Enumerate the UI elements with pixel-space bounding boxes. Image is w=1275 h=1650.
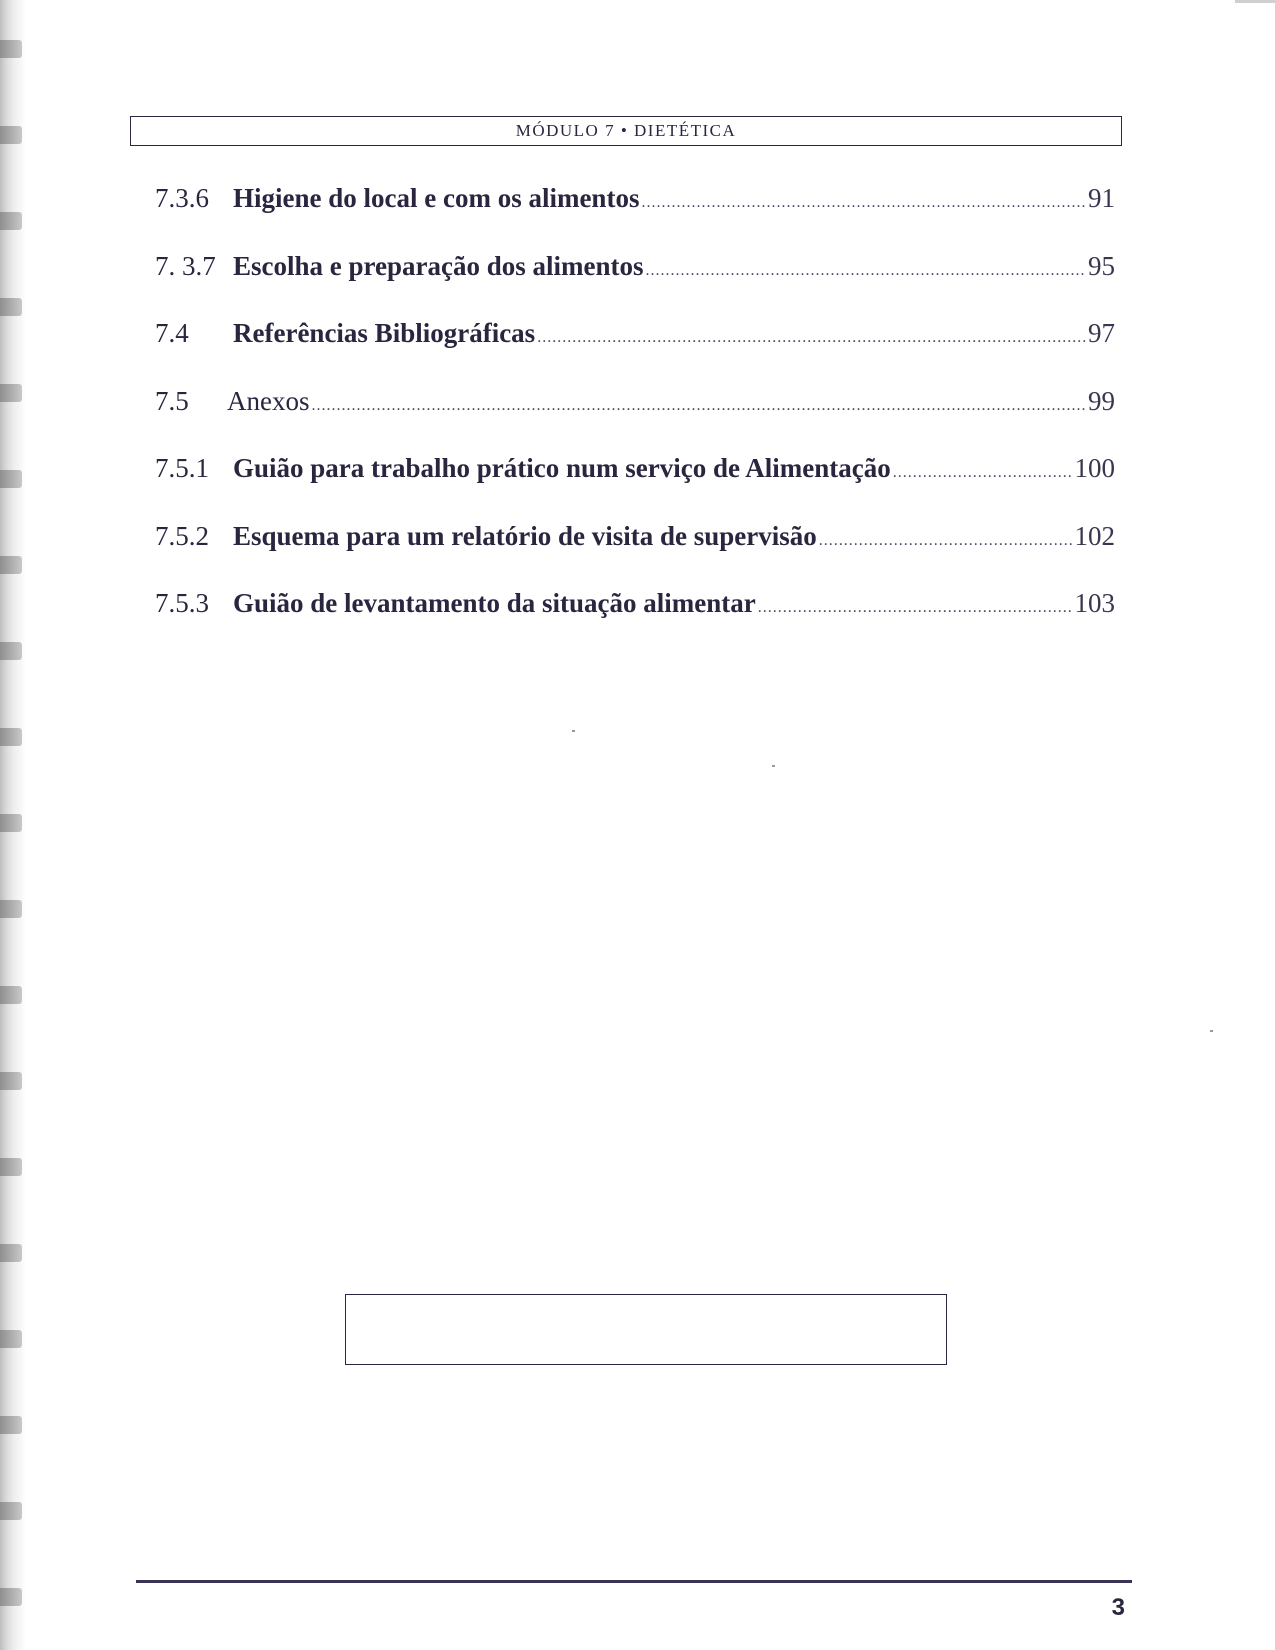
toc-entry [155, 183, 1115, 251]
toc-entry-number: 7.4 [155, 318, 189, 348]
running-header [130, 116, 1122, 146]
toc-entry-title: Anexos [227, 385, 310, 416]
binding-hole [0, 40, 22, 58]
toc-entry [155, 386, 1115, 454]
toc-leader-dots [893, 464, 1073, 482]
toc-entry-page: 99 [1088, 385, 1115, 416]
toc-entry [155, 588, 1115, 656]
binding-hole [0, 1502, 22, 1520]
scan-speck [572, 730, 575, 732]
binding-hole [0, 1072, 22, 1090]
toc-entry-title: Referências Bibliográficas [233, 318, 536, 348]
scan-speck [772, 765, 775, 767]
toc-leader-dots [646, 262, 1087, 280]
toc-entry [155, 318, 1115, 386]
binding-hole [0, 1244, 22, 1262]
toc-entry [155, 521, 1115, 589]
toc-leader-dots [537, 329, 1086, 347]
binding-hole [0, 1158, 22, 1176]
toc-entry [155, 453, 1115, 521]
toc-leader-dots [819, 532, 1073, 550]
toc-entry-page: 97 [1088, 318, 1115, 348]
binding-hole [0, 900, 22, 918]
toc-entry-page: 95 [1088, 250, 1115, 281]
binding-hole [0, 642, 22, 660]
page-number: 3 [1111, 1594, 1125, 1621]
toc-leader-dots [641, 194, 1086, 212]
binding-hole [0, 384, 22, 402]
binding-hole [0, 1588, 22, 1606]
binding-hole [0, 126, 22, 144]
toc-entry-number: 7.3.6 [155, 183, 209, 213]
toc-entry-title: Esquema para um relatório de visita de supervisão [233, 520, 817, 551]
binding-hole [0, 212, 22, 230]
scan-speck [1210, 1030, 1213, 1032]
toc-entry-title: Escolha e preparação dos alimentos [233, 250, 644, 281]
toc-entry-page: 100 [1074, 453, 1115, 483]
running-header-title: MÓDULO 7 • DIETÉTICA [515, 121, 737, 140]
footer-rule [136, 1580, 1132, 1583]
toc-entry-number: 7.5.1 [155, 453, 209, 483]
toc-entry-number: 7.5 [155, 385, 189, 416]
binding-hole [0, 986, 22, 1004]
binding-hole [0, 556, 22, 574]
toc-entry-title: Guião de levantamento da situação alimentar [233, 588, 756, 618]
toc-entry-title: Guião para trabalho prático num serviço de Alimentação [233, 453, 891, 483]
toc-leader-dots [758, 599, 1073, 617]
toc-entry [155, 251, 1115, 319]
blank-frame [345, 1294, 947, 1365]
toc-entry-title: Higiene do local e com os alimentos [233, 183, 640, 213]
binding-hole [0, 470, 22, 488]
toc-leader-dots [312, 397, 1087, 415]
binding-hole [0, 1330, 22, 1348]
binding-hole [0, 1416, 22, 1434]
table-of-contents [155, 183, 1115, 656]
toc-entry-page: 91 [1088, 183, 1115, 213]
toc-entry-page: 103 [1074, 588, 1115, 618]
toc-entry-number: 7.5.2 [155, 520, 209, 551]
binding-hole [0, 298, 22, 316]
toc-entry-page: 102 [1074, 520, 1115, 551]
toc-entry-number: 7.5.3 [155, 588, 209, 618]
binding-hole [0, 728, 22, 746]
binding-hole [0, 814, 22, 832]
toc-entry-number: 7. 3.7 [155, 250, 216, 281]
corner-mark [1235, 0, 1275, 3]
